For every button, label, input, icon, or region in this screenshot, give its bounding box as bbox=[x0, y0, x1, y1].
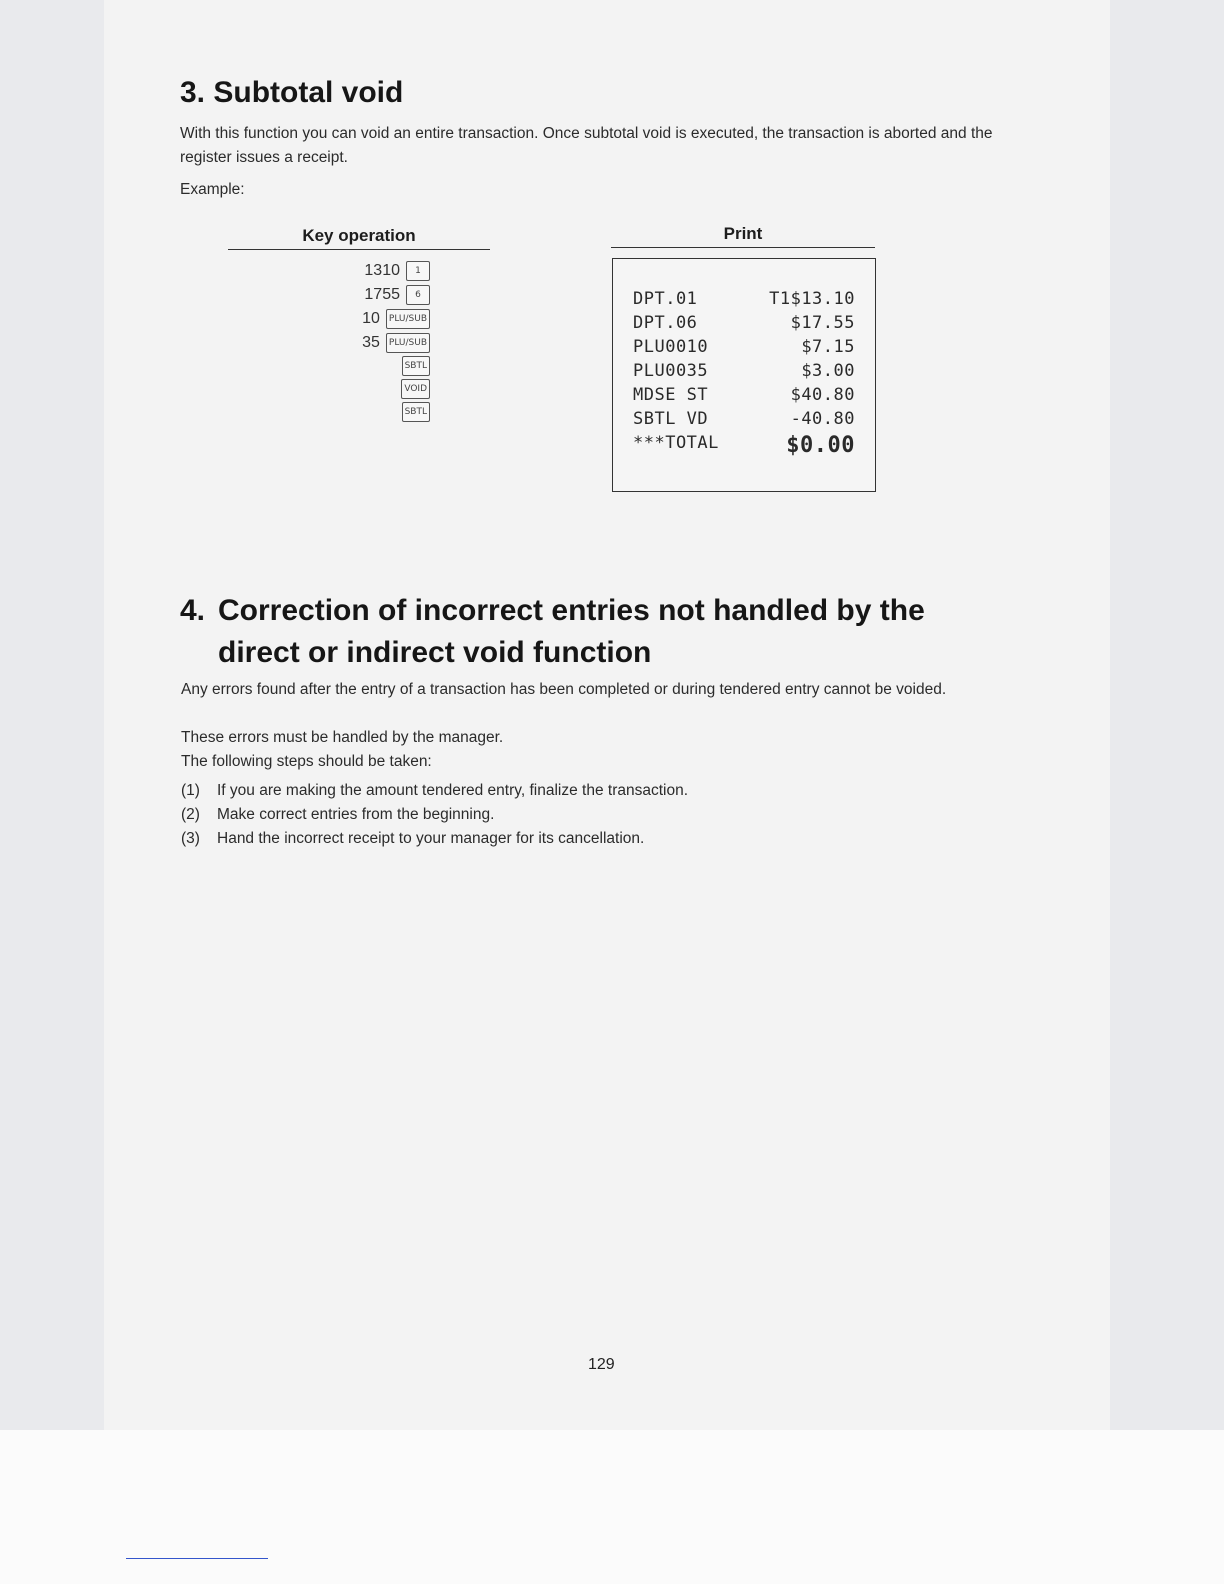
manual-page bbox=[104, 0, 1110, 1430]
bottom-margin bbox=[0, 1430, 1224, 1584]
receipt-line bbox=[633, 313, 855, 333]
step-number: (2) bbox=[181, 806, 200, 823]
section-4-title-line-2: direct or indirect void function bbox=[218, 636, 652, 669]
key-operation-rule bbox=[228, 249, 490, 250]
receipt-line-label: SBTL VD bbox=[633, 409, 709, 429]
page-number: 129 bbox=[588, 1356, 615, 1373]
receipt-line-amount: $40.80 bbox=[790, 385, 855, 405]
receipt-line bbox=[633, 289, 855, 309]
receipt-line-amount: -40.80 bbox=[790, 409, 855, 429]
receipt-total-line bbox=[633, 433, 855, 458]
example-label: Example: bbox=[180, 181, 245, 198]
section-4-number: 4. bbox=[180, 594, 206, 627]
receipt-line-amount: T1$13.10 bbox=[769, 289, 855, 309]
key-operation-header: Key operation bbox=[302, 226, 416, 245]
plu-sub-key-icon: PLU/SUB bbox=[386, 333, 430, 353]
print-header: Print bbox=[723, 224, 763, 243]
section-3-description: With this function you can void an entire transaction. Once subtotal void is executed, the transaction is aborted and the register issues a receipt. bbox=[180, 125, 993, 166]
bottom-link-underline[interactable] bbox=[126, 1558, 268, 1559]
key-row bbox=[362, 308, 430, 330]
section-4-paragraph: The following steps should be taken: bbox=[181, 753, 432, 770]
key-entry-value: 1310 bbox=[364, 262, 400, 279]
receipt-line-amount: $3.00 bbox=[801, 361, 855, 381]
key-row bbox=[362, 332, 430, 354]
dept-6-key-icon: 6 bbox=[406, 285, 430, 305]
section-3-title: 3. Subtotal void bbox=[180, 76, 404, 109]
step-number: (3) bbox=[181, 830, 200, 847]
receipt-line-amount: $7.15 bbox=[801, 337, 855, 357]
subtotal-key-icon: SBTL bbox=[402, 402, 430, 422]
receipt-line-label: DPT.01 bbox=[633, 289, 698, 309]
subtotal-key-icon: SBTL bbox=[402, 356, 430, 376]
receipt-total-amount: $0.00 bbox=[786, 433, 855, 458]
step-text: If you are making the amount tendered entry, finalize the transaction. bbox=[217, 782, 689, 799]
step-text: Hand the incorrect receipt to your manager for its cancellation. bbox=[217, 830, 645, 847]
section-4-title bbox=[180, 590, 1030, 674]
section-4-title-line-1: Correction of incorrect entries not handled by the bbox=[218, 594, 925, 627]
print-rule bbox=[611, 247, 875, 248]
receipt-line bbox=[633, 409, 855, 429]
receipt-line-label: PLU0010 bbox=[633, 337, 709, 357]
step-item bbox=[181, 830, 644, 848]
key-entry-value: 35 bbox=[362, 334, 380, 351]
section-4-paragraph: These errors must be handled by the manager. bbox=[181, 729, 504, 746]
key-entry-value: 10 bbox=[362, 310, 380, 327]
receipt-line bbox=[633, 361, 855, 381]
receipt-line bbox=[633, 337, 855, 357]
section-4-paragraph: Any errors found after the entry of a transaction has been completed or during tendered entry cannot be voided. bbox=[181, 681, 947, 698]
void-key-icon: VOID bbox=[401, 379, 430, 399]
step-item bbox=[181, 782, 688, 800]
dept-1-key-icon: 1 bbox=[406, 261, 430, 281]
step-text: Make correct entries from the beginning. bbox=[217, 806, 495, 823]
key-entry-value: 1755 bbox=[364, 286, 400, 303]
receipt-line-label: MDSE ST bbox=[633, 385, 709, 405]
key-row bbox=[402, 355, 430, 377]
receipt-line-label: PLU0035 bbox=[633, 361, 709, 381]
step-number: (1) bbox=[181, 782, 200, 799]
receipt-line-label: DPT.06 bbox=[633, 313, 698, 333]
key-row bbox=[402, 401, 430, 423]
step-item bbox=[181, 806, 494, 824]
plu-sub-key-icon: PLU/SUB bbox=[386, 309, 430, 329]
receipt-line-amount: $17.55 bbox=[790, 313, 855, 333]
receipt-printout bbox=[612, 258, 876, 492]
key-row bbox=[364, 284, 430, 306]
key-row bbox=[401, 378, 430, 400]
receipt-total-label: ***TOTAL bbox=[633, 433, 719, 453]
receipt-line bbox=[633, 385, 855, 405]
key-row bbox=[364, 260, 430, 282]
